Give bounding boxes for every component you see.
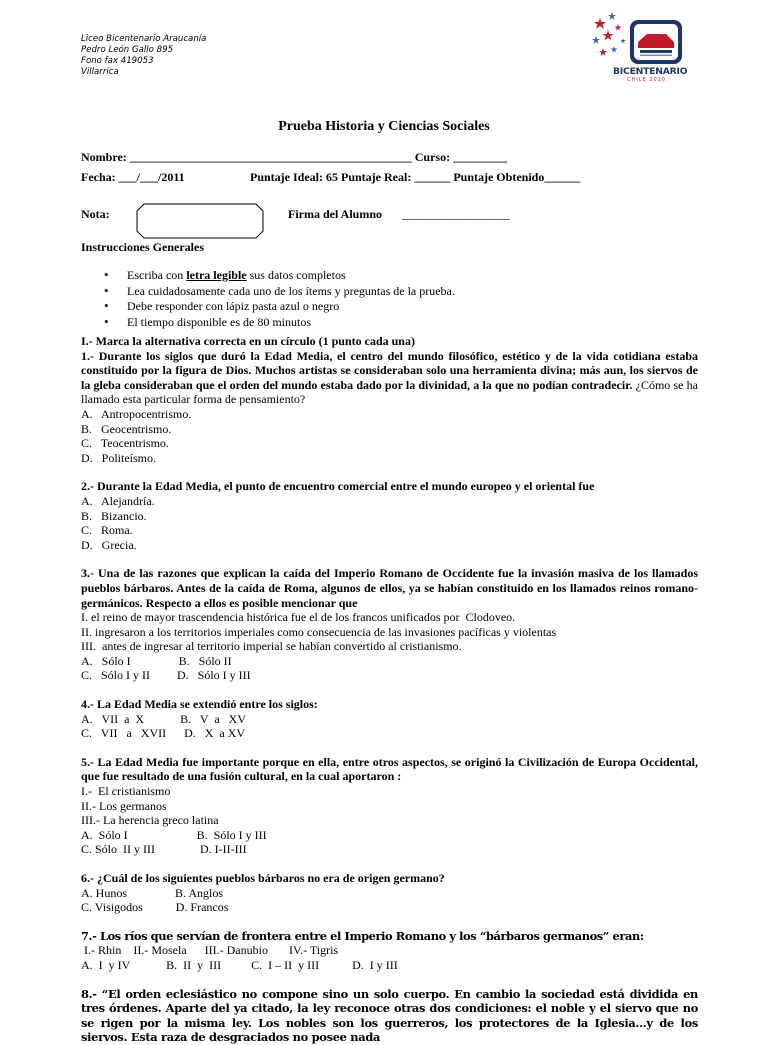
school-address bbox=[81, 34, 206, 78]
nota-label: Nota: bbox=[81, 207, 110, 221]
statement: II. ingresaron a los territorios imperiales como consecuencia de las invasiones pacíficas y violentas bbox=[81, 624, 557, 639]
legible-emphasis: letra legible bbox=[186, 268, 247, 282]
instruction-item: • Lea cuidadosamente cada uno de los ítems y preguntas de la prueba. bbox=[104, 284, 455, 300]
question-1-options bbox=[81, 407, 698, 465]
question-1: 1.- Durante los siglos que duró la Edad Media, el centro del mundo filosófico, estético y de la vida cotidiana estaba constituido por la figura de Dios. Muchos artistas se consideraban solo una herramienta divina; más aun, los siervos de la gleba consideraban que el orden del mundo estaba dado por la divinidad, a la que no podían contradecir. ¿Cómo se ha llamado esta particular forma de pensamiento? bbox=[81, 348, 698, 407]
school-name: Liceo Bicentenario Araucanía bbox=[81, 34, 207, 44]
question-4-options bbox=[81, 712, 698, 741]
firma-line: __________________ bbox=[402, 207, 510, 221]
school-street: Pedro León Gallo 895 bbox=[81, 45, 174, 55]
question-7: 7.- Los ríos que servían de frontera entre el Imperio Romano y los “bárbaros germanos” eran: bbox=[81, 928, 644, 943]
instruction-item: • El tiempo disponible es de 80 minutos bbox=[104, 315, 455, 331]
option[interactable]: A. Alejandría. bbox=[81, 493, 155, 508]
option[interactable]: C. Roma. bbox=[81, 523, 133, 538]
option[interactable]: A. Antropocentrismo. bbox=[81, 406, 192, 421]
instruction-item: • Debe responder con lápiz pasta azul o negro bbox=[104, 299, 455, 315]
question-5: 5.- La Edad Media fue importante porque en ella, entre otros aspectos, se originó la Civilización de Europa Occidental, que fue resultado de una fusión cultural, en la cual aportaron : bbox=[81, 754, 698, 784]
statement-row: I.- Rhin II.- Mosela III.- Danubio IV.- Tigris bbox=[81, 943, 339, 958]
question-2-options bbox=[81, 494, 698, 552]
option[interactable]: D. Grecia. bbox=[81, 537, 137, 552]
school-city: Villarrica bbox=[81, 67, 119, 77]
option-row[interactable]: A. VII a X B. V a XV bbox=[81, 711, 246, 726]
question-6: 6.- ¿Cuál de los siguientes pueblos bárbaros no era de origen germano? bbox=[81, 871, 445, 885]
statement: III. antes de ingresar al territorio imperial se habían convertido al cristianismo. bbox=[81, 639, 462, 654]
question-4: 4.- La Edad Media se extendió entre los siglos: bbox=[81, 697, 318, 712]
fecha-line: Fecha: ___/___/2011 bbox=[81, 170, 185, 184]
statement: II.- Los germanos bbox=[81, 798, 167, 813]
puntaje-line: Puntaje Ideal: 65 Puntaje Real: ______ Puntaje Obtenido______ bbox=[250, 170, 581, 184]
option[interactable]: D. Politeísmo. bbox=[81, 450, 157, 465]
option[interactable]: B. Geocentrismo. bbox=[81, 421, 172, 436]
question-8: 8.- “El orden eclesiástico no compone sino un solo cuerpo. En cambio la sociedad está dividida en tres órdenes. Aparte del ya citado, la ley reconoce otras dos condiciones: el noble y el siervo que no se rigen por la misma ley. Los nobles son los guerreros, los protectores de la Iglesia...y de los siervos. Esta raza de desgraciados no posee nada bbox=[81, 986, 698, 1045]
question-7-options bbox=[81, 943, 698, 972]
question-3-statements bbox=[81, 610, 698, 683]
exam-title: Prueba Historia y Ciencias Sociales bbox=[278, 119, 490, 134]
option-row[interactable]: A. Sólo I B. Sólo II bbox=[81, 653, 232, 668]
question-6-options bbox=[81, 886, 698, 915]
question-3: 3.- Una de las razones que explican la caída del Imperio Romano de Occidente fue la invasión masiva de los llamados pueblos bárbaros. Antes de la caída de Roma, algunos de ellos, ya se habían constituido en los llamados reinos romano-germánicos. Respecto a ellos es posible mencionar que bbox=[81, 566, 698, 610]
nombre-curso-line: Nombre: _______________________________________________ Curso: _________ bbox=[81, 150, 508, 164]
option-row[interactable]: A. I y IV B. II y III C. I – II y III D. I y III bbox=[81, 957, 398, 972]
option-row[interactable]: A. Sólo I B. Sólo I y III bbox=[81, 827, 267, 842]
instructions-list bbox=[104, 268, 455, 330]
firma-label: Firma del Alumno bbox=[288, 207, 383, 221]
section-heading: I.- Marca la alternativa correcta en un círculo (1 punto cada una) bbox=[81, 334, 415, 348]
logo-subtext: CHILE 2010 bbox=[627, 77, 666, 83]
statement: I.- El cristianismo bbox=[81, 784, 171, 799]
logo-stars-icon bbox=[592, 12, 626, 56]
option-row[interactable]: C. Visigodos D. Francos bbox=[81, 900, 229, 915]
instruction-item: • Escriba con letra legible sus datos completos bbox=[104, 268, 455, 284]
nota-box[interactable] bbox=[136, 203, 264, 239]
option-row[interactable]: A. Hunos B. Anglos bbox=[81, 885, 224, 900]
instructions-heading: Instrucciones Generales bbox=[81, 240, 204, 254]
statement: I. el reino de mayor trascendencia histórica fue el de los francos unificados por Clodoveo. bbox=[81, 610, 516, 625]
option-row[interactable]: C. Sólo I y II D. Sólo I y III bbox=[81, 668, 251, 683]
logo-text: BICENTENARIO bbox=[613, 66, 688, 77]
statement: III.- La herencia greco latina bbox=[81, 813, 219, 828]
option[interactable]: B. Bizancio. bbox=[81, 508, 147, 523]
option-row[interactable]: C. Sólo II y III D. I-II-III bbox=[81, 842, 247, 857]
question-5-statements bbox=[81, 784, 698, 857]
school-phone: Fono fax 419053 bbox=[81, 56, 154, 66]
question-2: 2.- Durante la Edad Media, el punto de encuentro comercial entre el mundo europeo y el oriental fue bbox=[81, 479, 595, 494]
option-row[interactable]: C. VII a XVII D. X a XV bbox=[81, 726, 246, 741]
questions bbox=[81, 334, 698, 1045]
option[interactable]: C. Teocentrismo. bbox=[81, 436, 169, 451]
